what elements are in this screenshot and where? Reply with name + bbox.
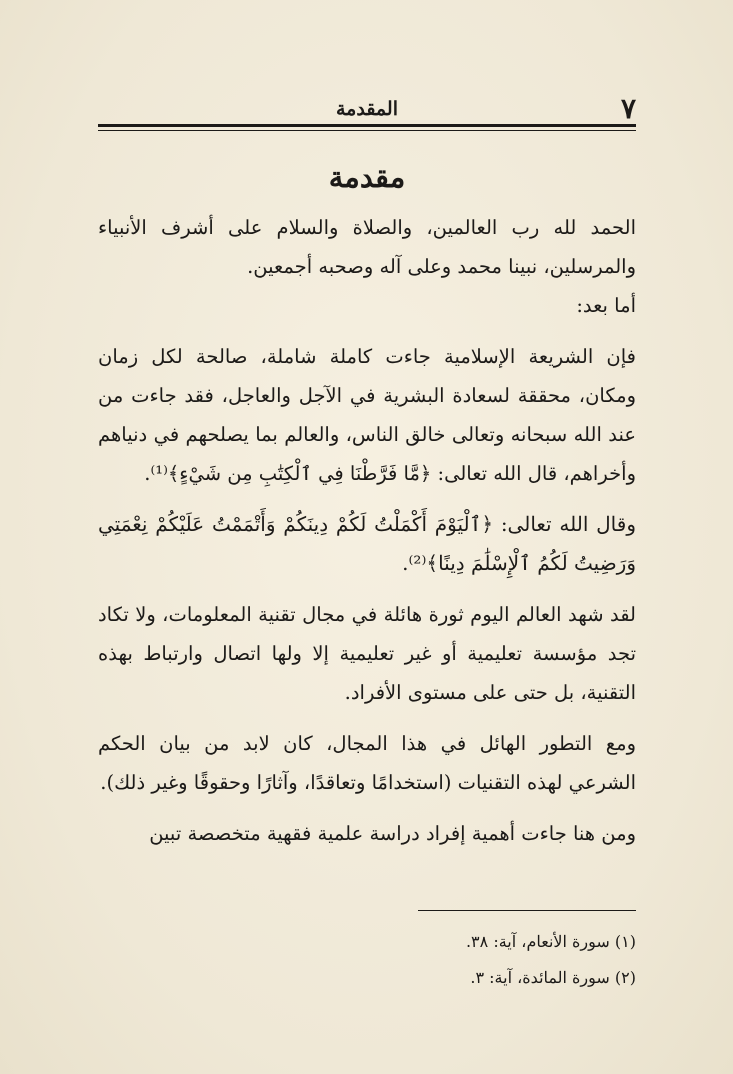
paragraph-importance: ومن هنا جاءت أهمية إفراد دراسة علمية فقهية متخصصة تبين	[149, 822, 636, 845]
running-header-title: المقدمة	[335, 98, 398, 120]
header-rule-thin	[98, 130, 636, 131]
header-rule	[98, 124, 636, 127]
paragraph-praise: الحمد لله رب العالمين، والصلاة والسلام على أشرف الأنبياء والمرسلين، نبينا محمد وعلى آله وصحبه أجمعين.	[98, 216, 636, 278]
footnote-2: (٢) سورة المائدة، آية: ٣.	[470, 968, 636, 987]
running-header	[98, 92, 636, 126]
paragraph-it-revolution: لقد شهد العالم اليوم ثورة هائلة في مجال تقنية المعلومات، ولا تكاد تجد مؤسسة تعليمية أو غير تعليمية إلا ولها اتصال وارتباط بهذه التقنية، بل حتى على مستوى الأفراد.	[98, 603, 636, 704]
page-number: ٧	[620, 92, 636, 125]
paragraph-development: ومع التطور الهائل في هذا المجال، كان لابد من بيان الحكم الشرعي لهذه التقنيات (استخدامًا وتعاقدًا، وآثارًا وحقوقًا وغير ذلك).	[98, 732, 636, 794]
footnote-1: (١) سورة الأنعام، آية: ٣٨.	[465, 932, 636, 951]
paragraph-quran-verse: وقال الله تعالى: ﴿ٱلْيَوْمَ أَكْمَلْتُ لَكُمْ دِينَكُمْ وَأَتْمَمْتُ عَلَيْكُمْ نِعْمَتِي وَرَضِيتُ لَكُمُ ٱلْإِسْلَٰمَ دِينًا﴾⁽²⁾.	[98, 512, 636, 575]
footnotes	[98, 924, 636, 996]
body-text	[98, 208, 636, 865]
paragraph-sharia: فإن الشريعة الإسلامية جاءت كاملة شاملة، صالحة لكل زمان ومكان، محققة لسعادة البشرية في الآجل والعاجل، فقد جاءت من عند الله سبحانه وتعالى خالق الناس، والعالم بما يصلحهم في دنياهم وأخراهم، قال الله تعالى: ﴿مَّا فَرَّطْنَا فِي ٱلْكِتَٰبِ مِن شَيْءٍ﴾⁽¹⁾.	[98, 345, 636, 485]
paragraph-amma-bad: أما بعد:	[576, 294, 636, 317]
chapter-title: مقدمة	[328, 160, 406, 194]
footnote-rule	[418, 910, 636, 911]
